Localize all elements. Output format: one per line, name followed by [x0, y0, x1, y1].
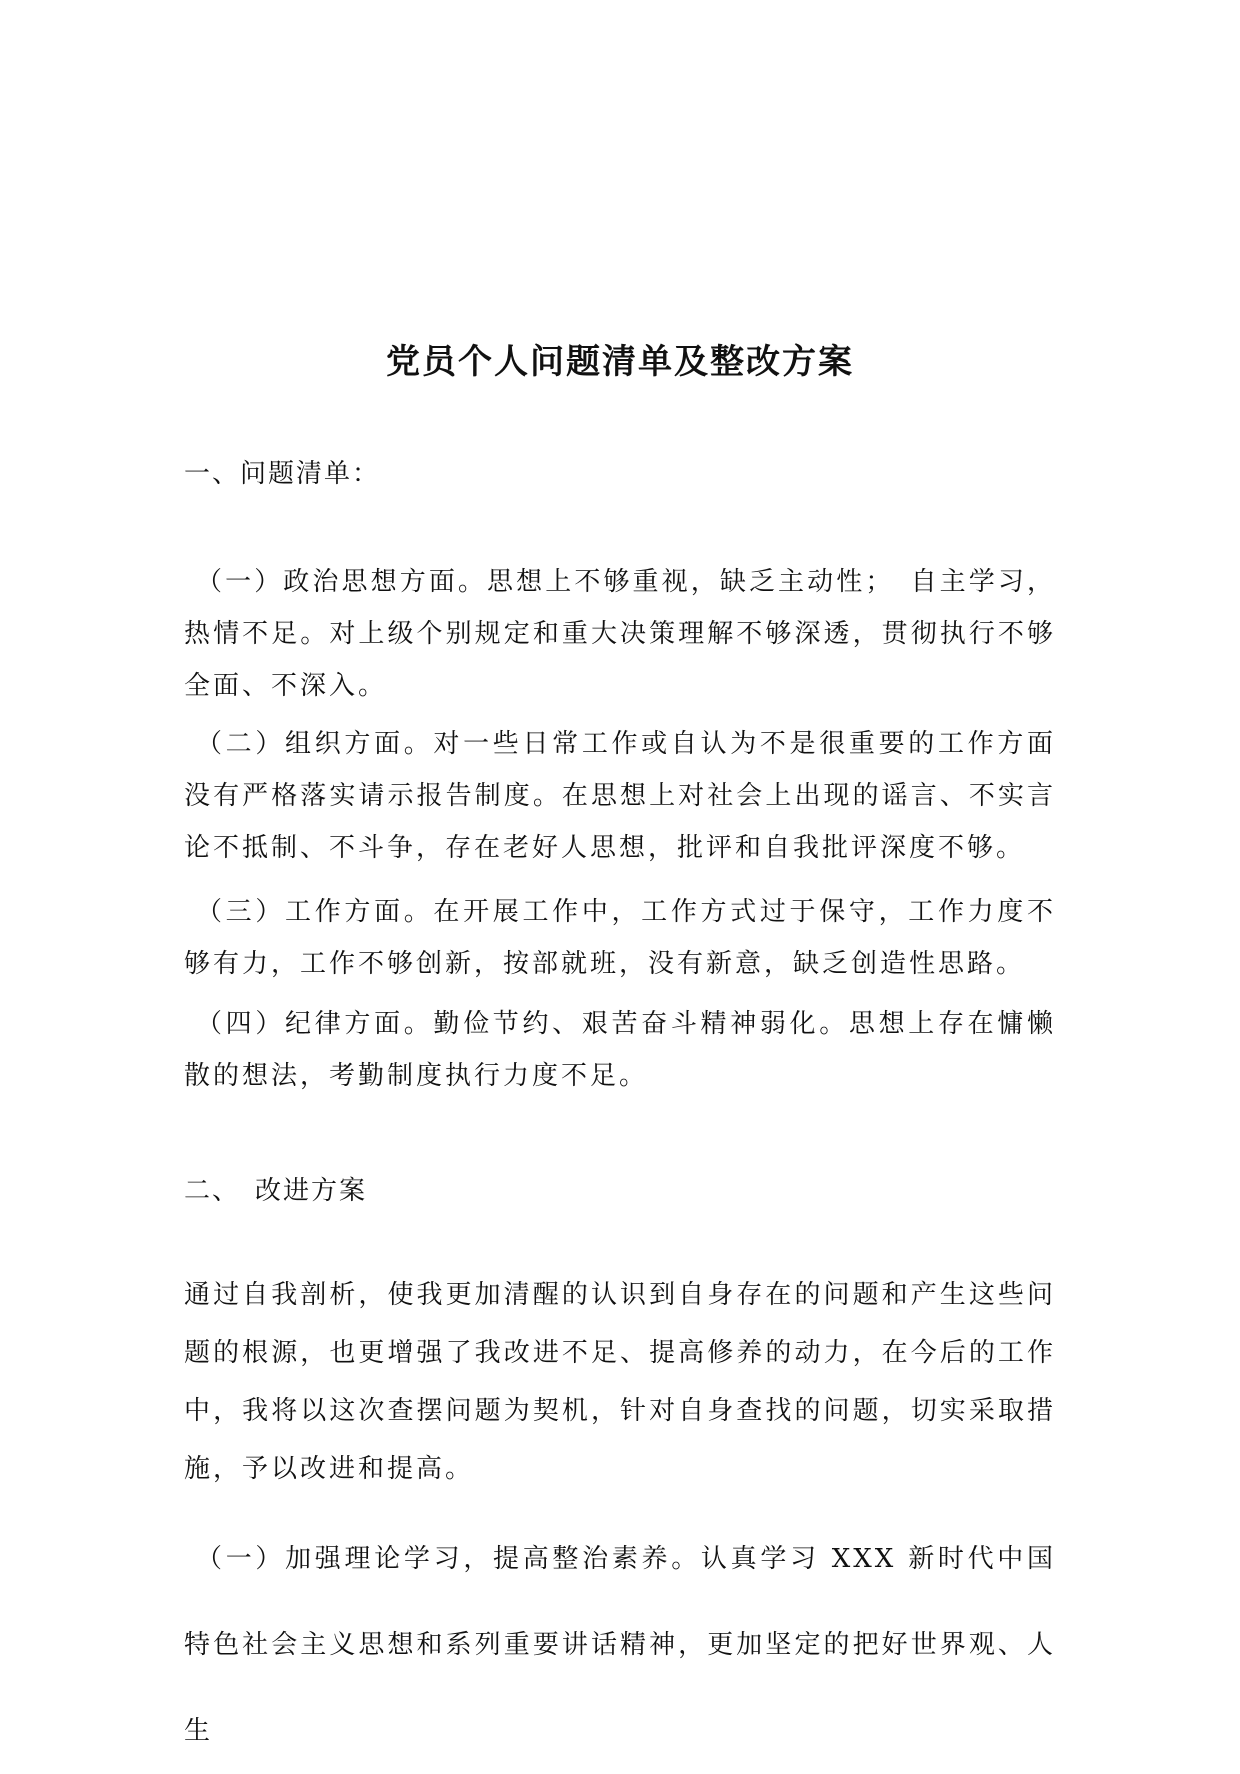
improvement-item-theory-study: （一）加强理论学习，提高整治素养。认真学习 XXX 新时代中国特色社会主义思想和系列重要讲话精神，更加坚定的把好世界观、人生	[184, 1544, 1056, 1746]
section-heading-problem-list: 一、问题清单：	[184, 459, 381, 489]
problem-item-organization: （二）组织方面。对一些日常工作或自认为不是很重要的工作方面没有严格落实请示报告制度。在思想上对社会上出现的谣言、不实言论不抵制、不斗争，存在老好人思想，批评和自我批评深度不够。	[184, 729, 1056, 863]
problem-item-discipline: （四）纪律方面。勤俭节约、艰苦奋斗精神弱化。思想上存在慵懒散的想法，考勤制度执行力度不足。	[184, 1009, 1056, 1091]
problem-item-work: （三）工作方面。在开展工作中，工作方式过于保守，工作力度不够有力，工作不够创新，按部就班，没有新意，缺乏创造性思路。	[184, 897, 1056, 979]
section-heading-improvement-plan: 二、 改进方案	[184, 1176, 368, 1206]
problem-item-political: （一）政治思想方面。思想上不够重视，缺乏主动性； 自主学习，热情不足。对上级个别规定和重大决策理解不够深透，贯彻执行不够全面、不深入。	[184, 567, 1056, 701]
document-title: 党员个人问题清单及整改方案	[386, 342, 854, 382]
improvement-intro-paragraph: 通过自我剖析，使我更加清醒的认识到自身存在的问题和产生这些问题的根源，也更增强了我改进不足、提高修养的动力，在今后的工作中，我将以这次查摆问题为契机，针对自身查找的问题，切实采取措施，予以改进和提高。	[184, 1280, 1056, 1484]
